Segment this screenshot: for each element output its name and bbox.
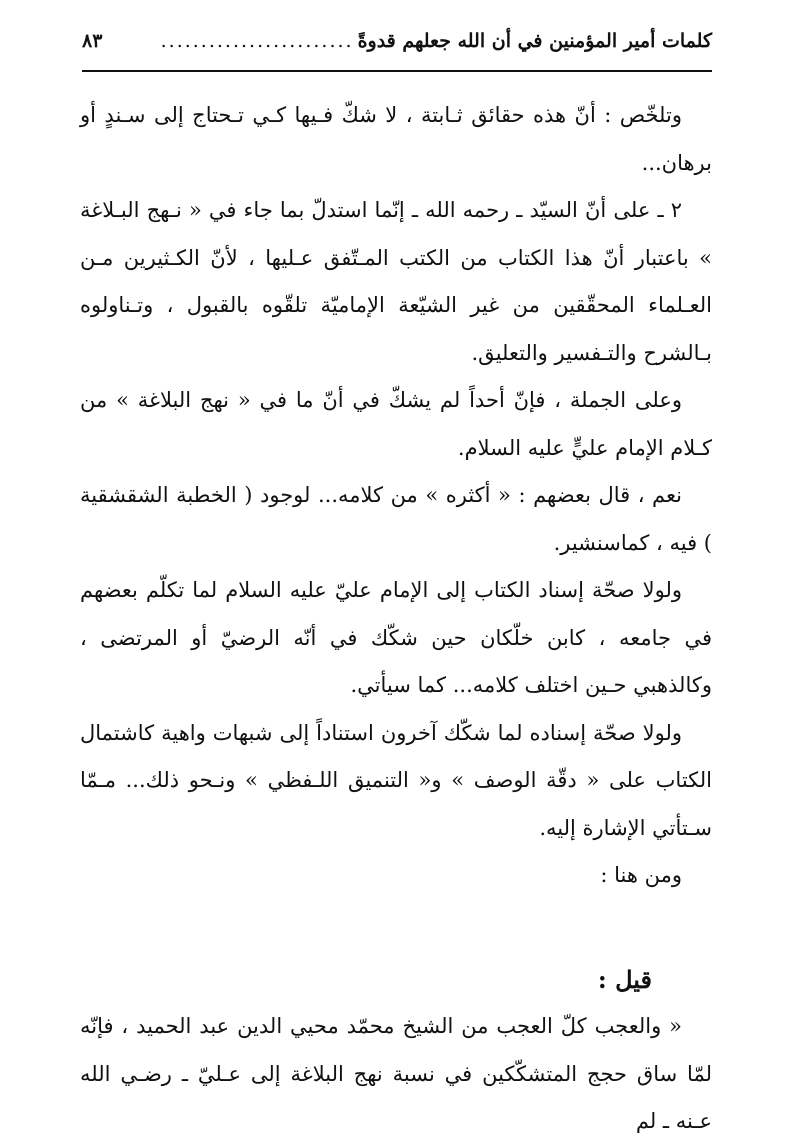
header-rule [82, 70, 712, 72]
section-heading: قيل : [597, 964, 652, 994]
paragraph-summary: وتلخّص : أنّ هذه حقائق ثـابتة ، لا شكّ فـيها كـي تـحتاج إلى سـندٍ أو برهان... [80, 103, 712, 175]
paragraph-from-here: ومن هنا : [600, 863, 682, 887]
paragraph-some-said: نعم ، قال بعضهم : « أكثره » من كلامه... لوجود ( الخطبة الشقشقية ) فيه ، كماسنشير. [80, 483, 712, 555]
paragraph-doubts: ولولا صحّة إسناده لما شكّك آخرون استناداً إلى شبهات واهية كاشتمال الكتاب على « دقّة الوصف » و« التنميق اللـفظي » ونـحو ذلك... مـمّا سـتأتي الإشارة إليه. [80, 720, 712, 840]
running-header [82, 30, 712, 64]
header-dot-leader: ........................ [160, 30, 354, 52]
paragraph-attribution: ولولا صحّة إسناد الكتاب إلى الإمام عليّ عليه السلام لما تكلّم بعضهم في جامعه ، كابن خلّكان حين شكّك في أنّه الرضيّ أو المرتضى ، وكالذهبي حـين اختلف كلامه... كما سيأتي. [80, 578, 712, 697]
paragraph-point-2: ٢ ـ على أنّ السيّد ـ رحمه الله ـ إنّما استدلّ بما جاء في « نـهج البـلاغة » باعتبار أنّ هذا الكتاب من الكتب المـتّفق عـليها ، لأنّ الكـثيرين مـن العـلماء المحقّقين من غير الشيّعة الإماميّة تلقّوه بالقبول ، وتـناولوه بـالشرح والتـفسير والتعليق. [80, 198, 712, 365]
page-number: ٨٣ [82, 30, 103, 52]
header-title: كلمات أمير المؤمنين في أن الله جعلهم قدوةً [357, 30, 712, 52]
section-spacer [80, 900, 712, 956]
paragraph-in-sum: وعلى الجملة ، فإنّ أحداً لم يشكّ في أنّ ما في « نهج البلاغة » من كـلام الإمام عليٍّ عليه السلام. [80, 388, 712, 460]
body-text [80, 92, 712, 1146]
quote-paragraph: « والعجب كلّ العجب من الشيخ محمّد محيي الدين عبد الحميد ، فإنّه لمّا ساق حجج المتشكّكين في نسبة نهج البلاغة إلى عـليّ ـ رضـي الله عـنه ـ لم [80, 1014, 712, 1133]
